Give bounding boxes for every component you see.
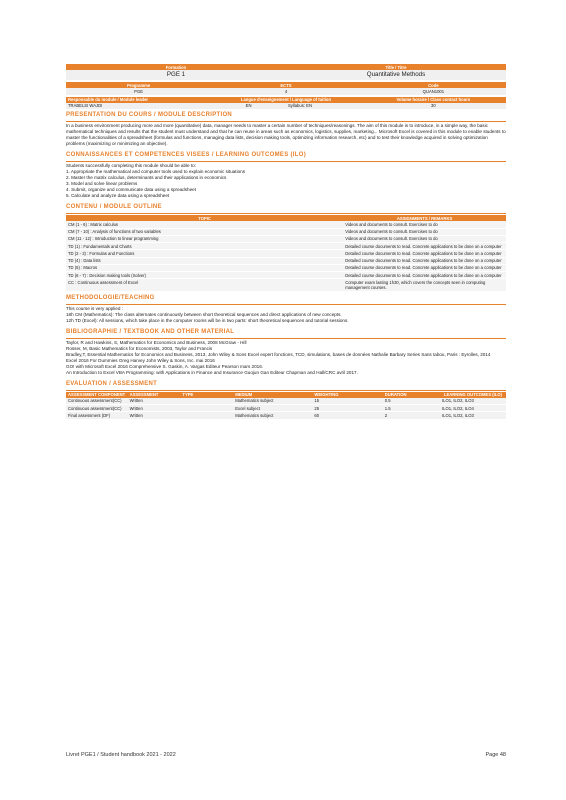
outcomes-body (66, 162, 506, 201)
outcomes-title: CONNAISSANCES ET COMPETENCES VISEES / LEARNING OUTCOMES (ILO) (66, 151, 506, 162)
evaluation-title: EVALUATION / ASSESSMENT (66, 380, 506, 391)
eval-ilo: ILO1, ILO2, ILO3 (440, 398, 506, 405)
eval-ilo: ILO1, ILO2, ILO4 (440, 405, 506, 412)
eval-component: Continuous assessment(CC) (66, 398, 128, 405)
table-row (66, 398, 506, 405)
eval-header-medium: MEDIUM (235, 392, 253, 398)
eval-type (180, 398, 233, 405)
language-value: EN (245, 103, 252, 109)
formation-value: PGE 1 (166, 71, 186, 79)
content-remark: Detailed course documents to read. Concrete applications to be done on a computer (343, 272, 506, 279)
title-value: Quantitative Methods (366, 71, 426, 79)
outcomes-intro: Students successfully completing this module should be able to: (66, 162, 196, 168)
eval-medium: Excel subject (233, 405, 312, 412)
table-row (66, 405, 506, 412)
module-header-table (66, 64, 506, 80)
eval-header-duration: DURATION (384, 392, 407, 398)
code-label: Code (428, 82, 439, 88)
table-row (66, 235, 506, 242)
table-row (66, 243, 506, 250)
content-remark: Computer exam lasting 1h30, which covers the concepts seen in computing management courses. (343, 279, 506, 292)
eval-header-assessment: ASSESSMENT (129, 392, 159, 398)
table-row (66, 250, 506, 257)
eval-assessment: Written (128, 398, 181, 405)
formation-label: Formation (165, 64, 187, 70)
table-row (66, 264, 506, 271)
content-header-topic: TOPIC (198, 215, 211, 221)
content-topic: TD (1) : Fundamentals and Charts (66, 243, 343, 250)
eval-type (180, 412, 233, 419)
outcome-item: 1. Appropriate the mathematical and computer tools used to explain economic situations (66, 168, 246, 174)
eval-medium: Mathematics subject (233, 412, 312, 419)
outcome-item: 5. Calculate and analyze data using a spreadsheet (66, 193, 170, 199)
eval-duration: 2 (383, 412, 440, 419)
content-topic: TD (6 - 7) : Decision making tools (Solver) (66, 272, 343, 279)
eval-header-weighting: WEIGHTING (314, 392, 339, 398)
eval-medium: Mathematics subject (233, 398, 312, 405)
syllabus-cell (286, 103, 361, 109)
eval-weighting: 60 (312, 412, 382, 419)
eval-assessment: Written (128, 412, 181, 419)
methodology-line: 18h CM (Mathematics): The class alternates continuously between short theoretical sequences and direct applications of new concepts. (66, 311, 342, 317)
evaluation-table (66, 392, 506, 420)
outcome-item: 2. Master the matrix calculus, determinants and their applications in economics (66, 174, 227, 180)
eval-assessment: Written (128, 405, 181, 412)
content-remark: Videos and documents to consult. Exercises to do (343, 235, 506, 242)
content-topic: TD (5) : Macros (66, 264, 343, 271)
responsable-table (66, 97, 506, 110)
table-row (66, 272, 506, 279)
table-row (66, 412, 506, 419)
footer-handbook: Livret PGE1 / Student handbook 2021 - 2022 (66, 752, 176, 758)
eval-weighting: 25 (312, 405, 382, 412)
content-table (66, 215, 506, 292)
content-topic: CM (1 - 6) : Matrix calculus (66, 221, 343, 228)
eval-header-component: ASSESSMENT COMPONENT (68, 392, 126, 398)
presentation-title: PRESENTATION DU COURS / MODULE DESCRIPTION (66, 111, 506, 122)
outcome-item: 4. Submit, organize and communicate data using a spreadsheet (66, 187, 196, 193)
content-title: CONTENU / MODULE OUTLINE (66, 203, 506, 214)
bibliography-line: Taylor, R and Hawkins, S, Mathematics for Economics and Business, 2008 McGraw - Hill (66, 339, 247, 345)
bibliography-title: BIBLIOGRAPHIE / TEXTBOOK AND OTHER MATERIAL (66, 328, 506, 339)
table-row (66, 228, 506, 235)
eval-duration: 0.5 (383, 398, 440, 405)
eval-component: Final assessment (DF) (66, 412, 128, 419)
bibliography-line: An Introduction to Excel VBA Programming: with Applications in Finance and Insurance Guojun Gan Editeur Chapman and Hall/CRC avril 2017. (66, 369, 358, 375)
content-topic: CM (7 - 10) : Analysis of functions of two variables (66, 228, 343, 235)
eval-type (180, 405, 233, 412)
syllabus-label: Syllabus: (287, 103, 305, 109)
methodology-body (66, 305, 506, 326)
methodology-line: This course is very applied : (66, 305, 123, 311)
content-remark: Detailed course documents to read. Concrete applications to be done on a computer (343, 243, 506, 250)
bibliography-body (66, 339, 506, 378)
bibliography-line: Excel 2016 For Dummies Greg Harvey John Wiley & Sons, Inc. mai 2016 (66, 357, 215, 363)
eval-header-ilo: LEARNING OUTCOMES (ILO) (443, 392, 503, 398)
content-topic: CM (11 - 12) : Introduction to linear programming (66, 235, 343, 242)
footer-page-number: Page 48 (485, 752, 506, 758)
content-topic: CC : Continuous assessment of Excel (66, 279, 343, 292)
content-topic: TD (4) : Data lists (66, 257, 343, 264)
content-header-assignments: ASSIGNMENTS / REMARKS (396, 215, 453, 221)
methodology-line: 12h TD (Excel): All sessions, which take place in the computer rooms will be in two parts: short theoretical sequences and tutorial sessions. (66, 317, 349, 323)
bibliography-line: GO! with Microsoft Excel 2016 Comprehensive S. Gaskin, A. Vargas Editeur Pearson mars 2016. (66, 363, 264, 369)
content-topic: TD (2 - 3) : Formulas and Functions (66, 250, 343, 257)
page-footer (66, 752, 506, 759)
eval-header-type: TYPE (182, 392, 194, 398)
responsable-value: TRABELSI WAJDI (68, 103, 103, 109)
table-row (66, 257, 506, 264)
presentation-text: In a business environment producing more and more (quantitative) data, manager needs to master a certain number of techniques/reasonings. The aim of this module is to introduce, in a simple way, the basic mathematical techniques and results that the student must understand and that he can reuse in areas such as economics, logistics, supplies, marketing... Microsoft Excel is covered in this module to enable students to master the functionalities of a spreadsheet (formulas and functions, managing data lists, decision making tools, optimizing information research, etc) and to test their knowledge acquired in solving optimization problems (maximizing or minimizing an objective). (66, 122, 506, 146)
language-label: Langue d'enseignement / Language of tuition (240, 97, 332, 102)
table-row (66, 279, 506, 292)
eval-weighting: 15 (312, 398, 382, 405)
content-remark: Detailed course documents to read. Concrete applications to be done on a computer (343, 264, 506, 271)
ects-label: ECTS (280, 82, 292, 88)
bibliography-line: Rosser, M, Basic Mathematics for Economists, 2003, Taylor and Francis (66, 345, 213, 351)
table-row (66, 221, 506, 228)
programme-value: PGE (134, 88, 144, 94)
outcome-item: 3. Model and solve linear problems (66, 181, 138, 187)
eval-ilo: ILO1, ILO2, ILO3 (440, 412, 506, 419)
content-remark: Detailed course documents to read. Concrete applications to be done on a computer (343, 257, 506, 264)
volume-value: 30 (431, 103, 436, 109)
responsable-label: Responsable du module / Module leader (68, 97, 149, 102)
content-remark: Videos and documents to consult. Exercises to do (343, 221, 506, 228)
programme-table (66, 82, 506, 95)
volume-label: Volume horaire / Class contact hours (396, 97, 471, 102)
bibliography-line: Bradley,T, Essential Mathematics for Economics and Business, 2013, John Wiley & Sons Excel expert fonctions, TCD, simulations, bases de données Nathalie Barbary Series Sans tabou, Paris : Eyrolles, 2014 (66, 351, 491, 357)
syllabus-value: EN (306, 103, 312, 109)
programme-label: Programme (126, 82, 151, 88)
methodology-title: METHODOLOGIE/TEACHING (66, 294, 506, 305)
ects-value: 4 (284, 88, 288, 94)
title-label: Title / Titre (385, 64, 407, 70)
eval-component: Continuous assessment(CC) (66, 405, 128, 412)
code-value: QUAN1001 (422, 88, 445, 94)
eval-duration: 1.5 (383, 405, 440, 412)
syllabus-page (66, 64, 506, 420)
content-remark: Videos and documents to consult. Exercises to do (343, 228, 506, 235)
content-remark: Detailed course documents to read. Concrete applications to be done on a computer (343, 250, 506, 257)
